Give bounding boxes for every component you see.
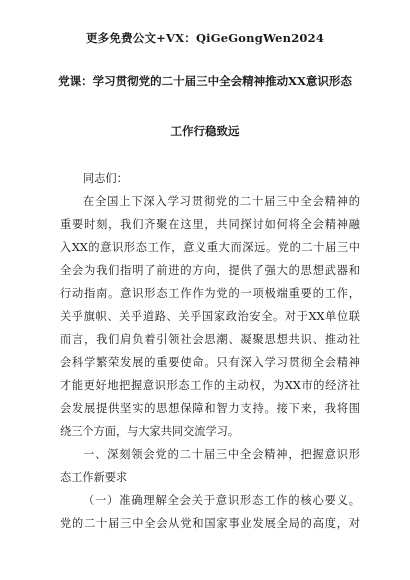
document-title-line-1: 党课：学习贯彻党的二十届三中全会精神推动XX意识形态 [58, 74, 352, 88]
document-header: 更多免费公文+VX：QiGeGongWen2024 [85, 31, 325, 45]
body-line: 而言，我们肩负着引领社会思潮、凝聚思想共识、推动社 [60, 333, 360, 346]
body-line: 行动指南。意识形态工作作为党的一项极端重要的工作， [60, 287, 360, 300]
section-heading: 一、深刻领会党的二十届三中全会精神，把握意识形 [83, 448, 360, 461]
body-line: 入XX的意识形态工作，意义重大而深远。党的二十届三中 [60, 241, 360, 254]
body-line: 党的二十届三中全会从党和国家事业发展全局的高度，对 [60, 517, 360, 530]
body-line: 全会为我们指明了前进的方向，提供了强大的思想武器和 [60, 264, 360, 277]
body-line: 重要时刻，我们齐聚在这里，共同探讨如何将全会精神融 [60, 218, 360, 231]
body-line: 才能更好地把握意识形态工作的主动权，为XX市的经济社 [60, 379, 360, 392]
subsection-heading: （一）准确理解全会关于意识形态工作的核心要义。 [83, 494, 360, 507]
greeting: 同志们： [83, 172, 128, 185]
document-title-line-2: 工作行稳致远 [170, 124, 240, 138]
body-line: 会科学繁荣发展的重要使命。只有深入学习贯彻全会精神 [60, 356, 360, 369]
body-line: 关乎旗帜、关乎道路、关乎国家政治安全。对于XX单位联 [60, 310, 360, 323]
body-line: 会发展提供坚实的思想保障和智力支持。接下来，我将围 [60, 402, 360, 415]
body-line: 绕三个方面，与大家共同交流学习。 [60, 425, 240, 438]
body-line: 在全国上下深入学习贯彻党的二十届三中全会精神的 [83, 195, 360, 208]
section-heading: 态工作新要求 [60, 471, 128, 484]
